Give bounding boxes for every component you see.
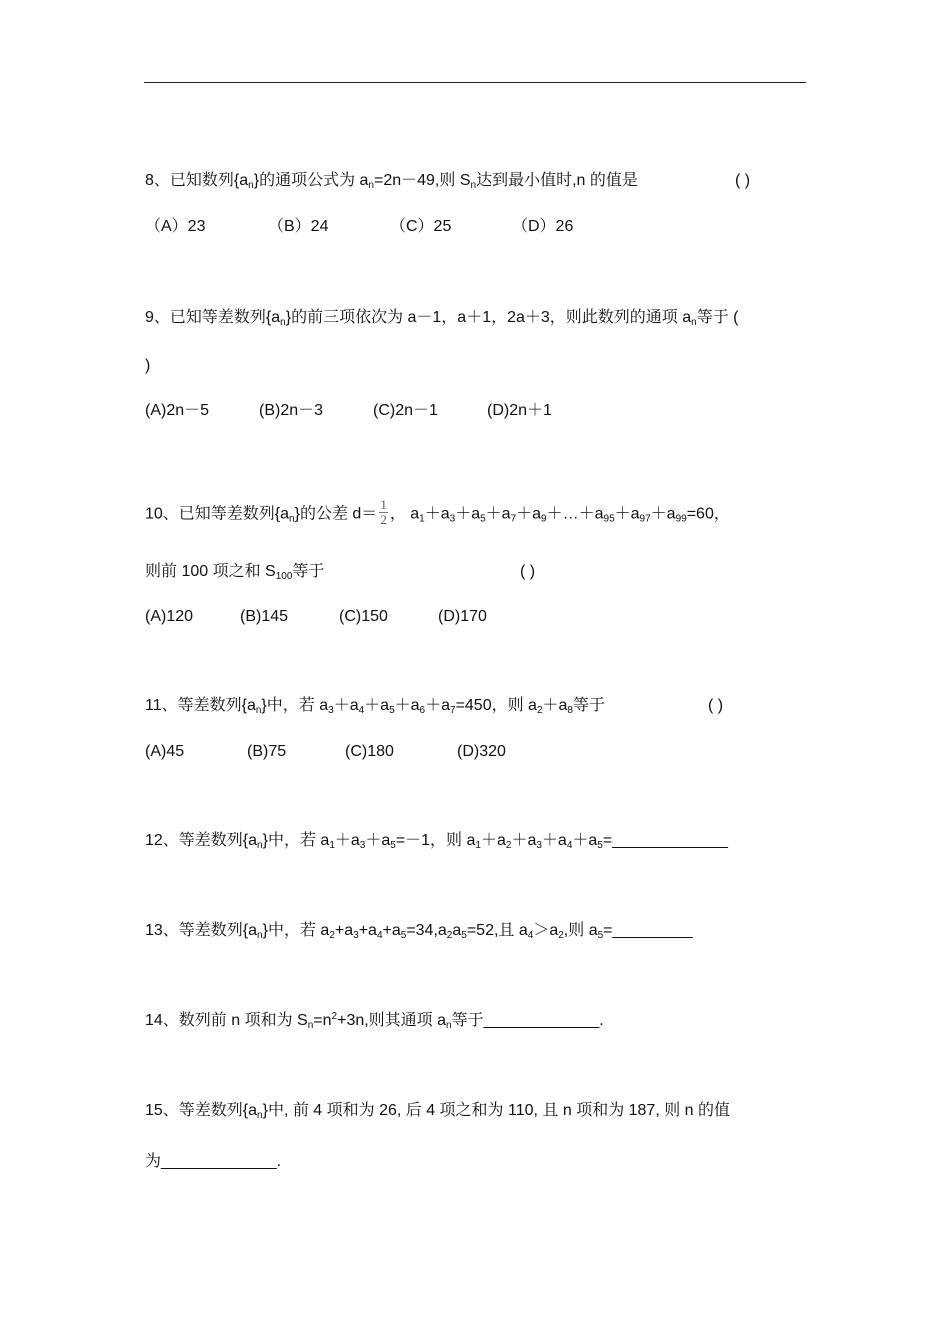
question-8 bbox=[145, 170, 638, 192]
question-14 bbox=[145, 1010, 604, 1032]
subscript: 7 bbox=[510, 513, 517, 525]
q11-answer-paren: ( ) bbox=[708, 697, 724, 714]
option-c: (C)150 bbox=[339, 608, 388, 625]
subscript: n bbox=[307, 1020, 314, 1031]
subscript: 9 bbox=[541, 513, 547, 525]
option-c: （C）25 bbox=[390, 218, 452, 235]
q14-text: +3n,则其通项 a bbox=[337, 1012, 447, 1029]
subscript: 3 bbox=[536, 840, 542, 851]
option-d: (D)320 bbox=[457, 743, 506, 760]
q13-text: +a bbox=[358, 922, 377, 939]
subscript: 4 bbox=[527, 930, 534, 941]
subscript: 1 bbox=[329, 840, 335, 851]
q12-text: }中，若 a bbox=[262, 832, 330, 849]
question-11 bbox=[145, 695, 605, 717]
q12-text: =－1，则 a bbox=[395, 832, 476, 849]
option-d: (D)2n＋1 bbox=[487, 402, 552, 419]
q13-text: }中，若 a bbox=[262, 922, 330, 939]
q10-text: ＋a bbox=[650, 505, 676, 523]
q11-text: =450，则 a bbox=[455, 697, 537, 714]
q8-answer-paren: ( ) bbox=[735, 172, 751, 189]
q14-answer-blank: 等于_____________. bbox=[451, 1012, 604, 1029]
subscript: 95 bbox=[603, 513, 615, 525]
question-10 bbox=[145, 497, 730, 529]
subscript: 4 bbox=[358, 705, 365, 716]
subscript: n bbox=[280, 317, 286, 328]
q11-text: }中，若 a bbox=[261, 697, 329, 714]
subscript: n bbox=[248, 180, 254, 191]
subscript: 5 bbox=[461, 930, 467, 941]
subscript: n bbox=[446, 1020, 452, 1031]
subscript: 3 bbox=[449, 513, 456, 525]
q12-answer-blank: =_____________ bbox=[602, 832, 728, 849]
q10-answer-paren: ( ) bbox=[520, 563, 536, 580]
q11-options bbox=[145, 741, 506, 763]
q13-text: +a bbox=[382, 922, 401, 939]
question-15 bbox=[145, 1100, 730, 1122]
fraction-denominator: 2 bbox=[380, 512, 387, 527]
subscript: 3 bbox=[328, 705, 334, 716]
q10-text: 等于 bbox=[292, 563, 325, 580]
q10-text: ＋a bbox=[516, 505, 542, 523]
subscript: 7 bbox=[450, 705, 456, 716]
option-c: (C)180 bbox=[345, 743, 394, 760]
subscript: 4 bbox=[566, 840, 573, 851]
option-a: (A)120 bbox=[145, 608, 194, 625]
option-a: (A)45 bbox=[145, 743, 185, 760]
q15-text: }中, 前 4 项和为 26, 后 4 项之和为 110, 且 n 项和为 187, 则 n 的值 bbox=[262, 1102, 731, 1119]
q13-answer-blank: =_________ bbox=[603, 922, 693, 939]
subscript: 1 bbox=[419, 513, 425, 525]
q13-text: =52,且 a bbox=[466, 922, 528, 939]
subscript: n bbox=[691, 317, 697, 328]
q11-text: 11、等差数列{a bbox=[145, 697, 256, 714]
q9-text: 9、已知等差数列{a bbox=[145, 309, 281, 326]
subscript: 2 bbox=[536, 705, 543, 716]
question-12 bbox=[145, 830, 728, 852]
q8-text: =2n－49,则 S bbox=[373, 172, 471, 189]
subscript: n bbox=[470, 180, 477, 191]
subscript: 1 bbox=[475, 840, 481, 851]
subscript: 5 bbox=[400, 930, 407, 941]
option-c: (C)2n－1 bbox=[373, 402, 438, 419]
q15-answer-blank: 为_____________. bbox=[145, 1153, 282, 1170]
q12-text: ＋a bbox=[480, 832, 506, 849]
q11-text: ＋a bbox=[425, 697, 450, 714]
subscript: n bbox=[257, 1110, 263, 1121]
q10-text: }的公差 d＝ bbox=[294, 505, 378, 523]
q12-text: ＋a bbox=[572, 832, 598, 849]
q10-text: ＋a bbox=[614, 505, 640, 523]
subscript: 4 bbox=[376, 930, 383, 941]
q13-text: =34,a bbox=[406, 922, 447, 939]
q13-text: ,则 a bbox=[563, 922, 598, 939]
q8-text: }的通项公式为 a bbox=[253, 172, 369, 189]
q9-options bbox=[145, 400, 552, 422]
q10-text: 10、已知等差数列{a bbox=[145, 505, 290, 523]
q12-text: ＋a bbox=[511, 832, 537, 849]
subscript: 2 bbox=[558, 930, 564, 941]
option-d: （D）26 bbox=[512, 218, 574, 235]
subscript: 99 bbox=[675, 513, 687, 525]
q13-text: ＞a bbox=[533, 922, 559, 939]
option-a: （A）23 bbox=[145, 218, 206, 235]
subscript: 8 bbox=[567, 705, 573, 716]
subscript: 5 bbox=[390, 840, 396, 851]
q9-text: }的前三项依次为 a－1，a＋1，2a＋3，则此数列的通项 a bbox=[285, 309, 692, 326]
subscript: n bbox=[257, 840, 263, 851]
fraction-numerator: 1 bbox=[380, 497, 387, 512]
subscript: 3 bbox=[359, 840, 366, 851]
q11-text: ＋a bbox=[333, 697, 359, 714]
option-a: (A)2n－5 bbox=[145, 402, 210, 419]
subscript: 2 bbox=[329, 930, 335, 941]
subscript: 97 bbox=[639, 513, 651, 525]
q14-text: =n bbox=[313, 1012, 332, 1029]
q10-text: ＋a bbox=[424, 505, 450, 523]
subscript: n bbox=[255, 705, 262, 716]
q10-text: 则前 100 项之和 S bbox=[145, 563, 276, 580]
q9-text: 等于 ( bbox=[696, 309, 739, 326]
subscript: 5 bbox=[597, 930, 604, 941]
q9-close-paren: ) bbox=[145, 357, 151, 374]
option-b: (B)145 bbox=[240, 608, 289, 625]
superscript: 2 bbox=[331, 1011, 338, 1022]
q10-text: ＋a bbox=[455, 505, 481, 523]
q10-text: ， a bbox=[389, 505, 420, 523]
q11-text: ＋a bbox=[364, 697, 390, 714]
q10-text: =60， bbox=[686, 505, 730, 523]
subscript: 5 bbox=[480, 513, 486, 525]
subscript: n bbox=[368, 180, 374, 191]
q8-options bbox=[145, 216, 573, 238]
q12-text: 12、等差数列{a bbox=[145, 832, 258, 849]
subscript: 3 bbox=[353, 930, 359, 941]
q13-text: +a bbox=[334, 922, 354, 939]
subscript: 5 bbox=[597, 840, 603, 851]
q8-text: 达到最小值时,n 的值是 bbox=[476, 172, 638, 189]
q15-text: 15、等差数列{a bbox=[145, 1102, 258, 1119]
fraction-half bbox=[379, 498, 388, 527]
header-rule bbox=[144, 82, 806, 83]
question-9 bbox=[145, 307, 739, 329]
question-13 bbox=[145, 920, 693, 942]
q11-text: ＋a bbox=[542, 697, 568, 714]
q10-line-2 bbox=[145, 561, 324, 583]
option-b: （B）24 bbox=[268, 218, 329, 235]
q8-text: 8、已知数列{a bbox=[145, 172, 249, 189]
q12-text: ＋a bbox=[365, 832, 391, 849]
subscript: 2 bbox=[505, 840, 512, 851]
q10-text: ＋…＋a bbox=[546, 505, 604, 523]
subscript: 2 bbox=[446, 930, 453, 941]
q11-text: 等于 bbox=[572, 697, 605, 714]
q10-options bbox=[145, 606, 487, 628]
option-d: (D)170 bbox=[438, 608, 487, 625]
subscript: 100 bbox=[275, 571, 293, 582]
subscript: n bbox=[257, 930, 263, 941]
subscript: n bbox=[289, 513, 295, 525]
q14-text: 14、数列前 n 项和为 S bbox=[145, 1012, 308, 1029]
q11-text: ＋a bbox=[394, 697, 420, 714]
q12-text: ＋a bbox=[541, 832, 567, 849]
q13-text: 13、等差数列{a bbox=[145, 922, 258, 939]
q10-text: ＋a bbox=[485, 505, 511, 523]
subscript: 5 bbox=[389, 705, 395, 716]
q12-text: ＋a bbox=[334, 832, 360, 849]
option-b: (B)75 bbox=[247, 743, 287, 760]
subscript: 6 bbox=[419, 705, 426, 716]
option-b: (B)2n－3 bbox=[259, 402, 324, 419]
q13-text: a bbox=[452, 922, 462, 939]
